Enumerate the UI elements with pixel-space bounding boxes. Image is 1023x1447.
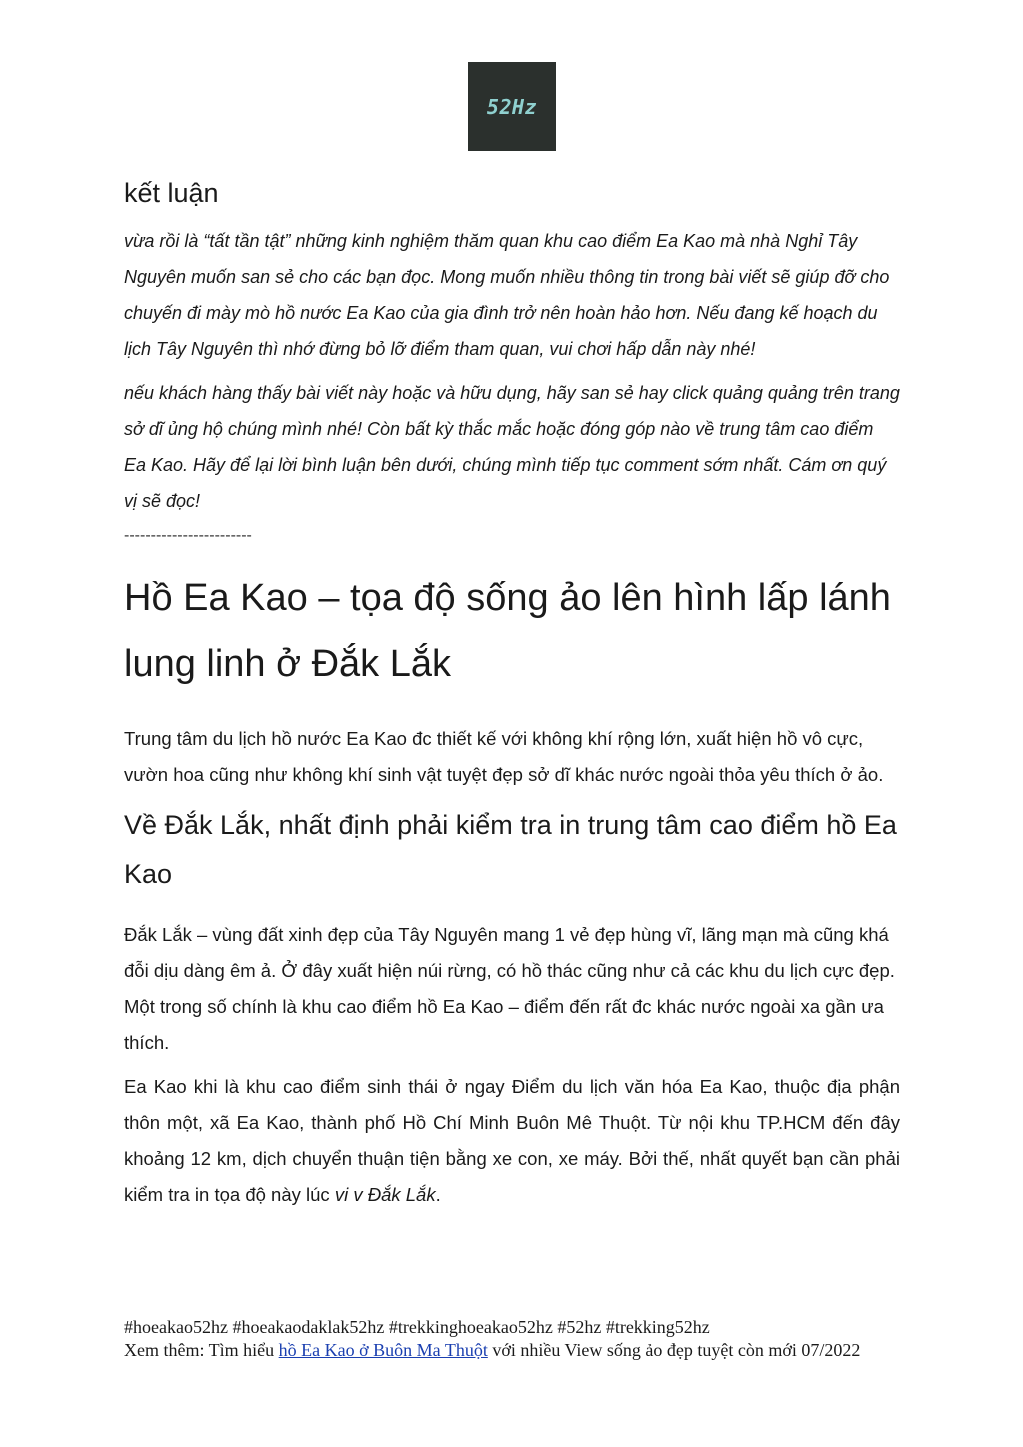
- divider: ------------------------: [124, 527, 252, 545]
- article-link[interactable]: hồ Ea Kao ở Buôn Ma Thuột: [278, 1340, 488, 1360]
- see-more-suffix: với nhiều View sống ảo đẹp tuyệt còn mới 07/2022: [487, 1340, 861, 1360]
- body-paragraph-2-text: Ea Kao khi là khu cao điểm sinh thái ở ngay Điểm du lịch văn hóa Ea Kao, thuộc địa phận thôn một, xã Ea Kao, thành phố Hồ Chí Minh Buôn Mê Thuột. Từ nội khu TP.HCM đến đây khoảng 12 km, dịch chuyển thuận tiện bằng xe con, xe máy. Bởi thế, nhất quyết bạn cần phải kiểm tra in tọa độ này lúc: [124, 1076, 900, 1206]
- footer: [124, 1316, 904, 1362]
- body-paragraph-2-end: .: [435, 1184, 441, 1206]
- body-paragraph-2: [124, 1069, 900, 1213]
- see-more-prefix: Xem thêm: Tìm hiểu: [124, 1340, 279, 1360]
- hashtags: #hoeakao52hz #hoeakaodaklak52hz #trekkinghoeakao52hz #52hz #trekking52hz: [124, 1317, 710, 1337]
- conclusion-heading: kết luận: [124, 178, 219, 208]
- article-title: Hồ Ea Kao – tọa độ sống ảo lên hình lấp lánh lung linh ở Đắk Lắk: [124, 577, 891, 686]
- section-heading: Về Đắk Lắk, nhất định phải kiểm tra in trung tâm cao điểm hồ Ea Kao: [124, 810, 897, 890]
- conclusion-paragraph-2: nếu khách hàng thấy bài viết này hoặc và hữu dụng, hãy san sẻ hay click quảng quảng trên trang sở dĩ ủng hộ chúng mình nhé! Còn bất kỳ thắc mắc hoặc đóng góp nào về trung tâm cao điểm Ea Kao. Hãy để lại lời bình luận bên dưới, chúng mình tiếp tục comment sớm nhất. Cám ơn quý vị sẽ đọc!: [124, 383, 900, 512]
- logo: [468, 62, 556, 151]
- see-more-line: [124, 1339, 904, 1362]
- body-paragraph-2-italic: vi v Đắk Lắk: [334, 1184, 436, 1206]
- logo-text: 52Hz: [486, 94, 538, 119]
- document-body: [124, 160, 900, 1221]
- conclusion-paragraph-1: vừa rồi là “tất tần tật” những kinh nghiệm thăm quan khu cao điểm Ea Kao mà nhà Nghỉ Tây Nguyên muốn san sẻ cho các bạn đọc. Mong muốn nhiều thông tin trong bài viết sẽ giúp đỡ cho chuyến đi mày mò hồ nước Ea Kao của gia đình trở nên hoàn hảo hơn. Nếu đang kế hoạch du lịch Tây Nguyên thì nhớ đừng bỏ lỡ điểm tham quan, vui chơi hấp dẫn này nhé!: [124, 231, 890, 360]
- body-paragraph-1: Đắk Lắk – vùng đất xinh đẹp của Tây Nguyên mang 1 vẻ đẹp hùng vĩ, lãng mạn mà cũng khá đỗi dịu dàng êm ả. Ở đây xuất hiện núi rừng, có hồ thác cũng như cả các khu du lịch cực đẹp. Một trong số chính là khu cao điểm hồ Ea Kao – điểm đến rất đc khác nước ngoài xa gần ưa thích.: [124, 924, 895, 1054]
- intro-paragraph: Trung tâm du lịch hồ nước Ea Kao đc thiết kế với không khí rộng lớn, xuất hiện hồ vô cực, vườn hoa cũng như không khí sinh vật tuyệt đẹp sở dĩ khác nước ngoài thỏa yêu thích ở ảo.: [124, 728, 884, 786]
